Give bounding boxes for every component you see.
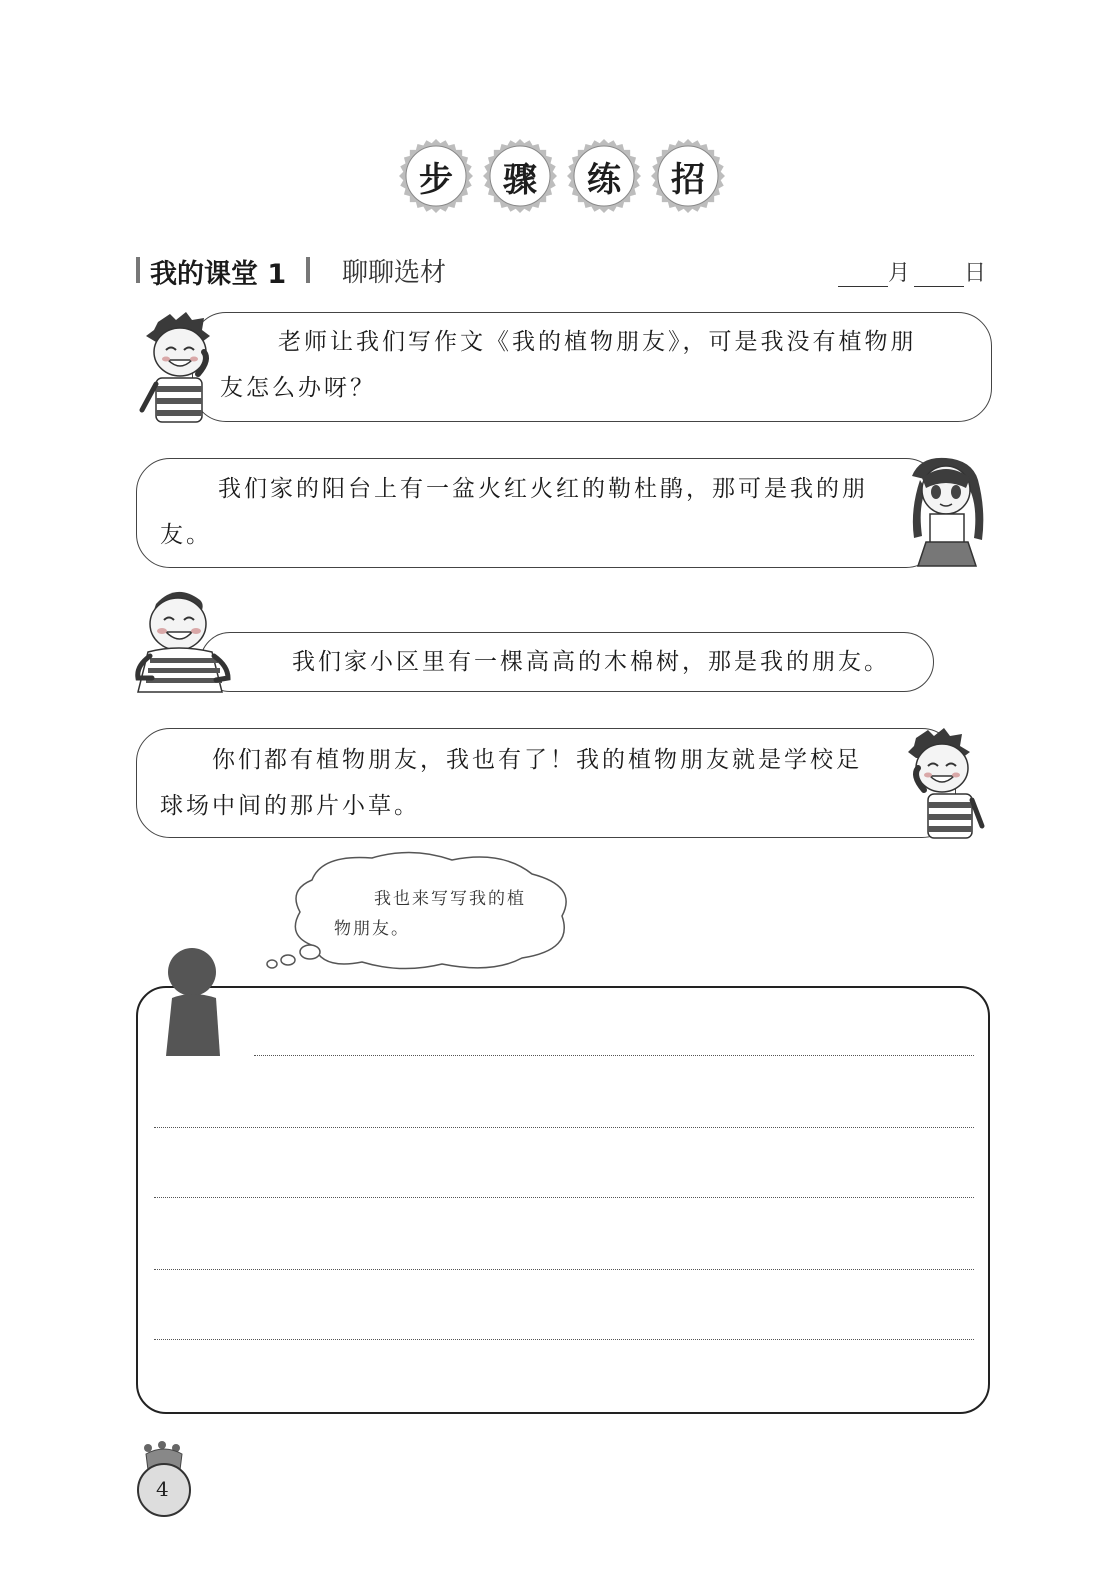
writing-line[interactable]: [154, 1127, 974, 1128]
dialogue-line: 我们家的阳台上有一盆火红火红的勒杜鹃，那可是我的朋: [218, 476, 868, 502]
dialogue-line: 球场中间的那片小草。: [160, 793, 420, 819]
section-subtitle: 聊聊选材: [342, 258, 447, 288]
dialogue-text: [160, 466, 920, 558]
boy-icon: [902, 728, 986, 840]
dialogue-line: 你们都有植物朋友，我也有了！我的植物朋友就是学校足: [212, 747, 862, 773]
title-badge: [482, 138, 558, 214]
title-char: 招: [671, 159, 705, 200]
writing-line[interactable]: [154, 1269, 974, 1270]
dialogue-text: [160, 737, 920, 829]
dialogue-line: 老师让我们写作文《我的植物朋友》，可是我没有植物朋: [278, 329, 917, 355]
day-blank[interactable]: [914, 264, 964, 287]
title-badges: [398, 138, 728, 214]
dialogue-text: [220, 319, 980, 411]
title-badge: [398, 138, 474, 214]
thought-line: 物朋友。: [334, 919, 410, 939]
page-number-badge: [134, 1440, 198, 1524]
writing-line[interactable]: [154, 1339, 974, 1340]
thought-line: 我也来写写我的植: [374, 889, 526, 909]
dialogue-text: [292, 639, 922, 685]
chubby-boy-icon: [134, 586, 238, 694]
day-label: 日: [964, 261, 987, 286]
writing-line[interactable]: [254, 1055, 974, 1056]
date-field[interactable]: [838, 256, 986, 287]
thought-text: [334, 884, 554, 944]
title-char: 步: [419, 159, 453, 200]
dialogue-line: 友。: [160, 522, 212, 548]
section-title: 我的课堂 1: [150, 259, 287, 290]
title-char: 骤: [503, 159, 537, 200]
section-bar-right: [306, 257, 310, 283]
dialogue-line: 我们家小区里有一棵高高的木棉树，那是我的朋友。: [292, 649, 890, 675]
month-blank[interactable]: [838, 264, 888, 287]
title-badge: [566, 138, 642, 214]
silhouette-icon: [160, 948, 226, 1060]
section-bar-left: [136, 257, 140, 283]
month-label: 月: [888, 261, 911, 286]
dialogue-line: 友怎么办呀？: [220, 375, 376, 401]
title-char: 练: [587, 159, 621, 200]
girl-icon: [902, 456, 992, 570]
title-badge: [650, 138, 726, 214]
writing-area[interactable]: [136, 986, 990, 1414]
boy-icon: [136, 312, 220, 424]
writing-line[interactable]: [154, 1197, 974, 1198]
page-number: 4: [156, 1477, 169, 1501]
